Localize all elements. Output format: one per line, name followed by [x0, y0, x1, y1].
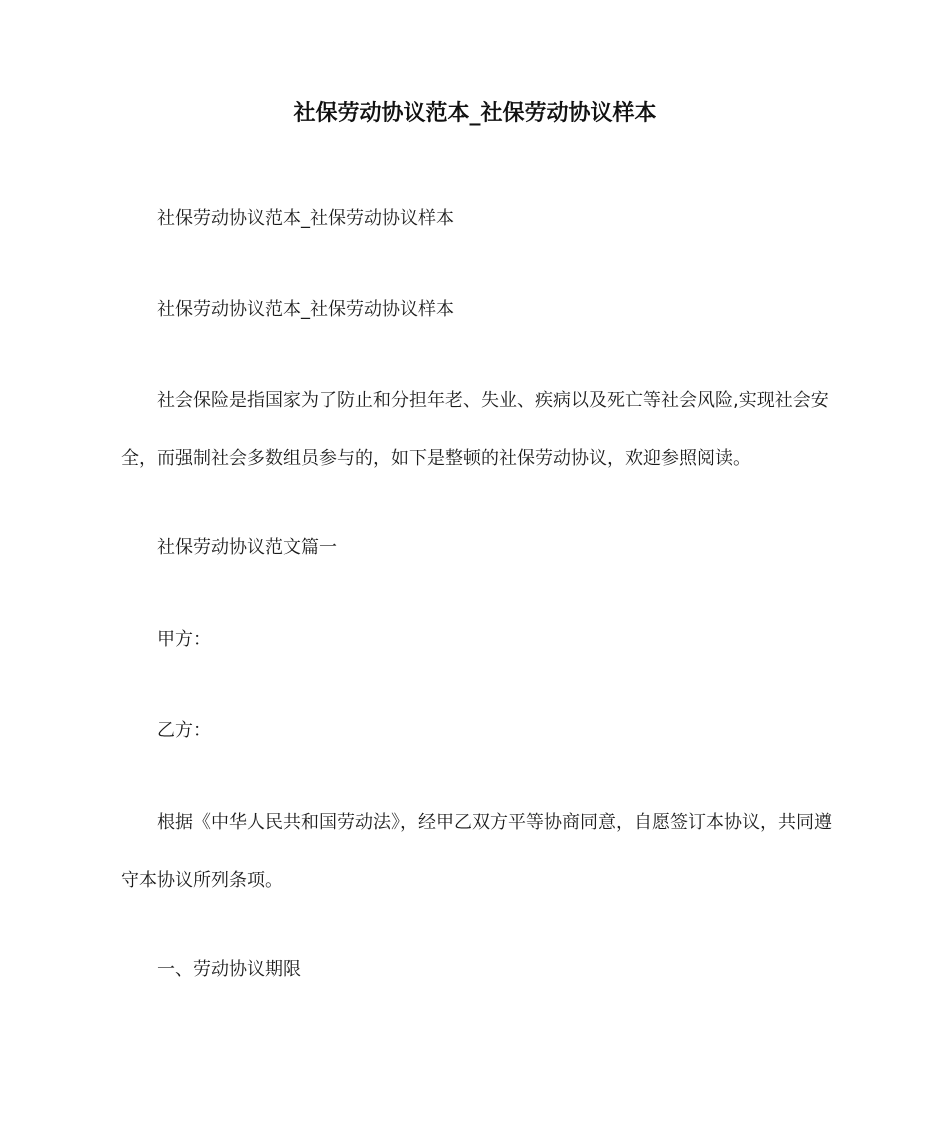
party-b-line: 乙方： [157, 720, 211, 741]
paragraph-intro: 社会保险是指国家为了防止和分担年老、失业、疾病以及死亡等社会风险,实现社会安全，而强制社会多数组员参与的，如下是整顿的社保劳动协议，欢迎参照阅读。 [121, 390, 829, 469]
clause-heading-1: 一、劳动协议期限 [157, 959, 301, 980]
section-heading-sample-1: 社保劳动协议范文篇一 [157, 537, 337, 558]
paragraph-1: 社保劳动协议范本_社保劳动协议样本 [157, 208, 454, 229]
party-a-line: 甲方： [157, 629, 211, 650]
document-title: 社保劳动协议范本_社保劳动协议样本 [293, 101, 657, 126]
paragraph-agreement-basis: 根据《中华人民共和国劳动法》，经甲乙双方平等协商同意，自愿签订本协议，共同遵守本协议所列条项。 [121, 812, 832, 891]
paragraph-2: 社保劳动协议范本_社保劳动协议样本 [157, 299, 454, 320]
